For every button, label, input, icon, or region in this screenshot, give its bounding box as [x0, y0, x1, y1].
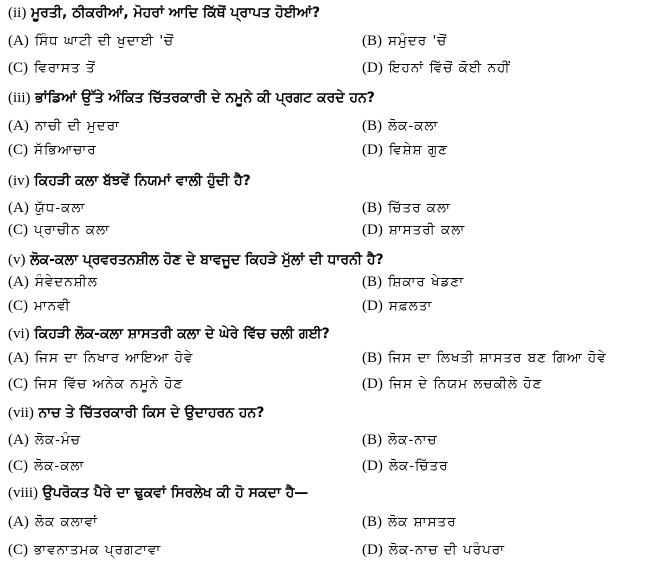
question-number: (ii): [8, 5, 27, 21]
option-c: [8, 139, 97, 161]
option-b: [362, 30, 447, 52]
option-text: ਸਫ਼ਲਤਾ: [388, 298, 433, 314]
option-d: [362, 139, 448, 161]
option-text: ਲੋਕ ਸ਼ਾਸਤਰ: [388, 514, 457, 530]
question-number: (viii): [8, 485, 38, 501]
option-d: [362, 57, 510, 79]
option-label: (C): [8, 542, 28, 558]
option-text: ਪ੍ਰਾਚੀਨ ਕਲਾ: [34, 222, 111, 238]
options-row: [0, 57, 669, 79]
option-a: [8, 429, 81, 451]
question-text: ਕਿਹੜੀ ਲੋਕ-ਕਲਾ ਸ਼ਾਸਤਰੀ ਕਲਾ ਦੇ ਘੇਰੇ ਵਿੱਚ ਚਲੀ ਗਈ?: [34, 326, 330, 342]
option-c: [8, 373, 183, 395]
options-row: [0, 373, 669, 395]
option-text: ਲੋਕ-ਚਿੱਤਰ: [388, 458, 449, 474]
option-text: ਯੁੱਧ-ਕਲਾ: [34, 200, 86, 216]
question-text: ਉਪਰੋਕਤ ਪੈਰੇ ਦਾ ਢੁਕਵਾਂ ਸਿਰਲੇਖ ਕੀ ਹੋ ਸਕਦਾ ਹੈ—: [42, 485, 309, 501]
option-label: (D): [362, 458, 383, 474]
option-text: ਜਿਸ ਦਾ ਲਿਖਤੀ ਸ਼ਾਸਤਰ ਬਣ ਗਿਆ ਹੋਵੇ: [388, 350, 607, 366]
option-label: (A): [8, 514, 29, 530]
option-b: [362, 511, 456, 533]
option-text: ਲੋਕ-ਕਲਾ: [34, 458, 85, 474]
option-text: ਜਿਸ ਵਿੱਚ ਅਨੇਕ ਨਮੂਨੇ ਹੋਣ: [34, 376, 184, 392]
option-a: [8, 511, 98, 533]
option-label: (C): [8, 298, 28, 314]
option-c: [8, 455, 84, 477]
option-text: ਲੋਕ-ਨਾਚ ਦੀ ਪਰੰਪਰਾ: [388, 542, 506, 558]
option-b: [362, 429, 438, 451]
option-a: [8, 197, 85, 219]
options-row: [0, 115, 669, 137]
option-c: [8, 539, 161, 561]
options-row: [0, 539, 669, 561]
question-number: (vii): [8, 405, 34, 421]
option-text: ਮਾਨਵੀ: [34, 298, 71, 314]
question-text: ਭਾਂਡਿਆਂ ਉੱਤੇ ਅੰਕਿਤ ਚਿੱਤਰਕਾਰੀ ਦੇ ਨਮੂਨੇ ਕੀ ਪ੍ਰਗਟ ਕਰਦੇ ਹਨ?: [35, 90, 375, 106]
question-text: ਕਿਹੜੀ ਕਲਾ ਬੱਝਵੇਂ ਨਿਯਮਾਂ ਵਾਲੀ ਹੁੰਦੀ ਹੈ?: [34, 173, 251, 189]
option-label: (A): [8, 274, 29, 290]
question-number: (iii): [8, 90, 31, 106]
question: [8, 2, 669, 24]
option-d: [362, 219, 465, 241]
option-text: ਜਿਸ ਦਾ ਨਿਖਾਰ ਆਇਆ ਹੋਵੇ: [34, 350, 194, 366]
option-label: (B): [362, 432, 382, 448]
option-a: [8, 347, 193, 369]
options-row: [0, 511, 669, 533]
option-text: ਸਮੁੰਦਰ 'ਚੋਂ: [388, 33, 448, 49]
option-c: [8, 219, 110, 241]
options-row: [0, 429, 669, 451]
option-text: ਸ਼ਾਸਤਰੀ ਕਲਾ: [388, 222, 466, 238]
option-text: ਨਾਚੀ ਦੀ ਮੁਦਰਾ: [34, 118, 120, 134]
options-row: [0, 30, 669, 52]
options-row: [0, 455, 669, 477]
option-d: [362, 295, 432, 317]
option-b: [362, 347, 607, 369]
option-text: ਵਿਸ਼ੇਸ਼ ਗੁਣ: [388, 142, 449, 158]
option-label: (D): [362, 542, 383, 558]
option-label: (D): [362, 60, 383, 76]
question: [8, 87, 669, 109]
option-text: ਸੱਭਿਆਚਾਰ: [34, 142, 97, 158]
option-text: ਇਹਨਾਂ ਵਿੱਚੋਂ ਕੋਈ ਨਹੀਂ: [388, 60, 511, 76]
options-row: [0, 197, 669, 219]
option-label: (A): [8, 200, 29, 216]
option-text: ਸੰਵੇਦਨਸ਼ੀਲ: [34, 274, 98, 290]
option-d: [362, 455, 449, 477]
option-b: [362, 271, 464, 293]
option-label: (B): [362, 514, 382, 530]
options-row: [0, 139, 669, 161]
options-row: [0, 295, 669, 317]
option-text: ਸਿੰਧ ਘਾਟੀ ਦੀ ਖੁਦਾਈ 'ਚੋਂ: [34, 33, 175, 49]
option-text: ਭਾਵਨਾਤਮਕ ਪ੍ਰਗਟਾਵਾ: [34, 542, 162, 558]
option-text: ਲੋਕ ਕਲਾਵਾਂ: [34, 514, 98, 530]
option-label: (B): [362, 33, 382, 49]
question-number: (iv): [8, 173, 30, 189]
question: [8, 170, 669, 192]
question-text: ਮੂਰਤੀ, ਠੀਕਰੀਆਂ, ਮੋਹਰਾਂ ਆਦਿ ਕਿੱਥੋਂ ਪ੍ਰਾਪਤ ਹੋਈਆਂ?: [30, 5, 321, 21]
options-row: [0, 271, 669, 293]
options-row: [0, 219, 669, 241]
option-c: [8, 295, 71, 317]
option-a: [8, 115, 120, 137]
option-label: (A): [8, 432, 29, 448]
option-d: [362, 373, 542, 395]
option-text: ਸ਼ਿਕਾਰ ਖੇਡਣਾ: [388, 274, 465, 290]
option-label: (B): [362, 350, 382, 366]
option-label: (D): [362, 298, 383, 314]
option-text: ਜਿਸ ਦੇ ਨਿਯਮ ਲਚਕੀਲੇ ਹੋਣ: [388, 376, 543, 392]
question: [8, 482, 669, 504]
option-label: (B): [362, 274, 382, 290]
question-number: (v): [8, 252, 26, 268]
option-label: (C): [8, 222, 28, 238]
option-label: (D): [362, 222, 383, 238]
question: [8, 249, 669, 271]
option-label: (C): [8, 60, 28, 76]
option-label: (C): [8, 142, 28, 158]
option-label: (A): [8, 118, 29, 134]
question-number: (vi): [8, 326, 30, 342]
question-text: ਨਾਚ ਤੇ ਚਿੱਤਰਕਾਰੀ ਕਿਸ ਦੇ ਉਦਾਹਰਨ ਹਨ?: [38, 405, 265, 421]
option-label: (C): [8, 376, 28, 392]
option-label: (B): [362, 118, 382, 134]
option-a: [8, 271, 98, 293]
option-label: (B): [362, 200, 382, 216]
option-b: [362, 197, 451, 219]
question: [8, 402, 669, 424]
option-label: (D): [362, 376, 383, 392]
option-text: ਲੋਕ-ਮੰਚ: [34, 432, 82, 448]
option-b: [362, 115, 438, 137]
options-row: [0, 347, 669, 369]
option-text: ਲੋਕ-ਕਲਾ: [388, 118, 439, 134]
option-a: [8, 30, 174, 52]
option-text: ਲੋਕ-ਨਾਚ: [388, 432, 438, 448]
option-text: ਵਿਰਾਸਤ ਤੋਂ: [34, 60, 96, 76]
option-c: [8, 57, 96, 79]
question-text: ਲੋਕ-ਕਲਾ ਪ੍ਰਵਰਤਨਸ਼ੀਲ ਹੋਣ ਦੇ ਬਾਵਜੂਦ ਕਿਹੜੇ ਮੁੱਲਾਂ ਦੀ ਧਾਰਨੀ ਹੈ?: [30, 252, 384, 268]
question: [8, 323, 669, 345]
option-text: ਚਿੱਤਰ ਕਲਾ: [388, 200, 451, 216]
option-label: (A): [8, 350, 29, 366]
option-d: [362, 539, 505, 561]
option-label: (A): [8, 33, 29, 49]
option-label: (D): [362, 142, 383, 158]
option-label: (C): [8, 458, 28, 474]
